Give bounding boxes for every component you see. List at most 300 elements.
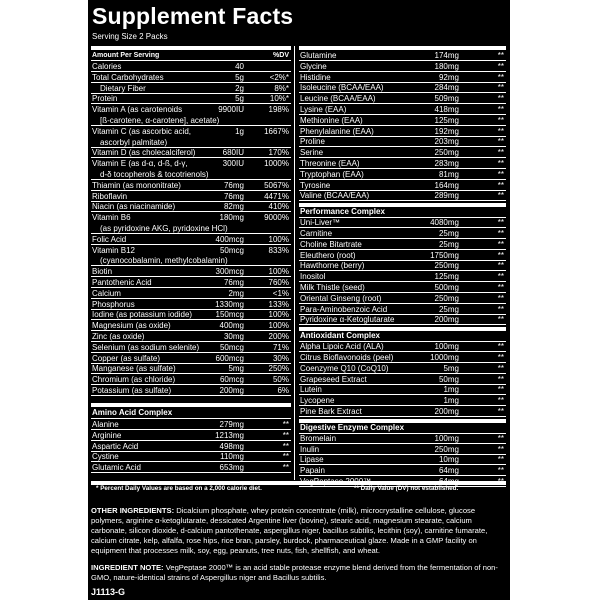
nutrient-row bbox=[299, 305, 506, 314]
nutrient-amount: 418mg bbox=[434, 105, 459, 114]
nutrient-name: Lysine (EAA) bbox=[300, 105, 347, 114]
nutrient-name: Histidine bbox=[300, 72, 331, 82]
nutrient-row bbox=[91, 310, 291, 319]
nutrient-name: Glutamine bbox=[300, 51, 337, 60]
nutrient-row bbox=[91, 442, 291, 451]
nutrient-dv: ** bbox=[282, 420, 289, 429]
nutrient-dv: ** bbox=[497, 407, 504, 416]
nutrient-amount: 164mg bbox=[434, 180, 459, 190]
nutrient-amount: 498mg bbox=[219, 441, 244, 451]
nutrient-row bbox=[91, 332, 291, 341]
nutrient-name: Uni-Liver™ bbox=[300, 218, 341, 228]
nutrient-dv: ** bbox=[497, 385, 504, 395]
nutrient-amount: 200mg bbox=[434, 407, 459, 416]
nutrient-dv: 1667% bbox=[264, 126, 289, 136]
nutrient-amount: 400mg bbox=[219, 321, 244, 331]
digestive-section-title: Digestive Enzyme Complex bbox=[300, 422, 405, 432]
nutrient-row bbox=[91, 170, 291, 179]
nutrient-amount: 400mcg bbox=[215, 234, 244, 244]
serving-size: Serving Size 2 Packs bbox=[92, 32, 168, 41]
nutrient-amount: 76mg bbox=[223, 191, 244, 201]
nutrient-dv: ** bbox=[497, 293, 504, 303]
nutrient-amount: 5g bbox=[235, 72, 244, 82]
nutrient-amount: 653mg bbox=[219, 463, 244, 473]
nutrient-name: (cyanocobalamin, methylcobalamin) bbox=[100, 256, 228, 266]
nutrient-amount: 76mg bbox=[223, 180, 244, 190]
nutrient-amount: 200mg bbox=[219, 386, 244, 395]
nutrient-row bbox=[299, 137, 506, 146]
nutrient-amount: 289mg bbox=[434, 191, 459, 201]
nutrient-amount: 25mg bbox=[438, 229, 459, 238]
nutrient-amount: 25mg bbox=[438, 304, 459, 314]
nutrient-name: Tyrosine bbox=[300, 180, 331, 190]
nutrient-dv: 50% bbox=[272, 375, 289, 385]
amino-title-rule bbox=[91, 418, 291, 419]
amount-header bbox=[91, 51, 291, 60]
nutrient-row bbox=[91, 300, 291, 309]
nutrient-name: Citrus Bioflavonoids (peel) bbox=[300, 353, 394, 362]
nutrient-name: Total Carbohydrates bbox=[92, 72, 164, 82]
nutrient-dv: 10%* bbox=[269, 94, 289, 104]
nutrient-row bbox=[299, 251, 506, 260]
nutrient-amount: 64mg bbox=[438, 466, 459, 476]
nutrient-name: Valine (BCAA/EAA) bbox=[300, 191, 370, 201]
nutrient-row bbox=[91, 431, 291, 440]
nutrient-dv: 1000% bbox=[264, 159, 289, 169]
product-code: J1113-G bbox=[91, 587, 126, 597]
nutrient-dv: 4471% bbox=[264, 191, 289, 201]
nutrient-name: Coenzyme Q10 (CoQ10) bbox=[300, 363, 389, 373]
nutrient-name: Oriental Ginseng (root) bbox=[300, 293, 382, 303]
nutrient-row bbox=[91, 73, 291, 82]
nutrient-row bbox=[299, 116, 506, 125]
nutrient-name: Magnesium (as oxide) bbox=[92, 321, 171, 331]
nutrient-row bbox=[91, 138, 291, 147]
left-panel bbox=[91, 46, 291, 484]
nutrient-amount: 1330mg bbox=[215, 299, 244, 309]
nutrient-amount: 180mg bbox=[219, 213, 244, 223]
nutrient-name: Calcium bbox=[92, 288, 121, 298]
amino-section-title: Amino Acid Complex bbox=[92, 408, 173, 417]
nutrient-dv: ** bbox=[497, 239, 504, 249]
nutrient-name: Isoleucine (BCAA/EAA) bbox=[300, 83, 384, 93]
nutrient-row bbox=[299, 342, 506, 351]
nutrient-name: [ß-carotene, α-carotene], acetate) bbox=[100, 116, 220, 125]
nutrient-row bbox=[299, 455, 506, 464]
nutrient-amount: 250mg bbox=[434, 444, 459, 454]
nutrient-row bbox=[299, 375, 506, 384]
nutrient-row bbox=[91, 105, 291, 114]
nutrient-dv: 250% bbox=[268, 364, 289, 374]
nutrient-dv: ** bbox=[497, 94, 504, 104]
nutrient-dv: ** bbox=[497, 115, 504, 125]
column-separator bbox=[294, 46, 295, 480]
nutrient-name: Milk Thistle (seed) bbox=[300, 283, 365, 292]
nutrient-name: Tryptophan (EAA) bbox=[300, 169, 364, 179]
nutrient-amount: 50mcg bbox=[219, 245, 244, 255]
nutrient-row bbox=[299, 94, 506, 103]
nutrient-name: d-δ tocopherols & tocotrienols) bbox=[100, 170, 209, 179]
nutrient-dv: 30% bbox=[272, 353, 289, 363]
nutrient-amount: 82mg bbox=[223, 202, 244, 212]
nutrient-row bbox=[91, 420, 291, 429]
nutrient-dv: 133% bbox=[268, 299, 289, 309]
nutrient-amount: 1g bbox=[235, 126, 244, 136]
nutrient-name: Protein bbox=[92, 94, 118, 104]
nutrient-row bbox=[91, 213, 291, 222]
nutrient-dv: ** bbox=[497, 433, 504, 443]
nutrient-dv: ** bbox=[497, 229, 504, 238]
nutrient-name: Manganese (as sulfate) bbox=[92, 364, 176, 374]
row-divider bbox=[91, 395, 291, 396]
nutrient-name: Pine Bark Extract bbox=[300, 407, 362, 416]
nutrient-dv: 6% bbox=[277, 386, 289, 395]
amino-thick-rule bbox=[91, 403, 291, 407]
nutrient-row bbox=[299, 396, 506, 405]
nutrient-row bbox=[299, 385, 506, 394]
top-thick-rule bbox=[91, 46, 291, 50]
nutrient-dv: <1% bbox=[272, 288, 289, 298]
nutrient-name: Glutamic Acid bbox=[92, 463, 141, 473]
nutrient-row bbox=[91, 181, 291, 190]
nutrient-dv: ** bbox=[282, 441, 289, 451]
nutrient-name: Iodine (as potassium iodide) bbox=[92, 310, 193, 320]
nutrient-name: Proline bbox=[300, 137, 325, 147]
antioxidant-section-title: Antioxidant Complex bbox=[300, 331, 381, 341]
nutrient-dv: 200% bbox=[268, 332, 289, 341]
nutrient-amount: 5g bbox=[235, 94, 244, 104]
nutrient-dv: ** bbox=[497, 83, 504, 93]
nutrient-name: Biotin bbox=[92, 267, 113, 277]
nutrient-amount: 200mg bbox=[434, 315, 459, 325]
nutrient-name: Inulin bbox=[300, 444, 320, 454]
nutrient-name: Grapeseed Extract bbox=[300, 374, 367, 384]
nutrient-amount: 125mg bbox=[434, 272, 459, 282]
nutrient-row bbox=[91, 62, 291, 71]
nutrient-name: Lutein bbox=[300, 385, 322, 395]
nutrient-name: Leucine (BCAA/EAA) bbox=[300, 94, 376, 104]
nutrient-name: Selenium (as sodium selenite) bbox=[92, 342, 200, 352]
nutrient-amount: 100mg bbox=[434, 342, 459, 352]
nutrient-dv: ** bbox=[497, 180, 504, 190]
nutrient-amount: 1mg bbox=[443, 396, 459, 406]
nutrient-row bbox=[91, 354, 291, 363]
nutrient-dv: ** bbox=[497, 374, 504, 384]
nutrient-dv: ** bbox=[282, 452, 289, 462]
nutrient-row bbox=[299, 466, 506, 475]
nutrient-name: Inositol bbox=[300, 272, 326, 282]
other-ingredients bbox=[91, 506, 507, 556]
nutrient-name: Eleuthero (root) bbox=[300, 250, 356, 260]
nutrient-row bbox=[299, 62, 506, 71]
performance-section-title: Performance Complex bbox=[300, 207, 385, 217]
nutrient-amount: 76mg bbox=[223, 278, 244, 287]
nutrient-name: Chromium (as chloride) bbox=[92, 375, 176, 385]
nutrient-dv: ** bbox=[497, 283, 504, 292]
nutrient-name: Niacin (as niacinamide) bbox=[92, 202, 176, 212]
nutrient-amount: 283mg bbox=[434, 159, 459, 168]
row-divider bbox=[299, 416, 506, 417]
nutrient-amount: 9900IU bbox=[218, 105, 244, 115]
nutrient-amount: 1750mg bbox=[430, 250, 459, 260]
right-panel bbox=[299, 46, 506, 484]
nutrient-name: Folic Acid bbox=[92, 234, 127, 244]
nutrient-name: Calories bbox=[92, 62, 122, 71]
nutrient-name: Aspartic Acid bbox=[92, 441, 139, 451]
nutrient-row bbox=[299, 159, 506, 168]
nutrient-dv: 410% bbox=[268, 202, 289, 212]
nutrient-row bbox=[91, 235, 291, 244]
nutrient-name: Vitamin E (as d-α, d-ß, d-γ, bbox=[92, 159, 188, 169]
nutrient-name: Vitamin B6 bbox=[92, 213, 131, 223]
nutrient-row bbox=[299, 73, 506, 82]
nutrient-row bbox=[91, 452, 291, 461]
nutrient-dv: 170% bbox=[268, 148, 289, 158]
nutrient-amount: 1000mg bbox=[430, 353, 459, 362]
nutrient-dv: ** bbox=[497, 148, 504, 158]
nutrient-amount: 192mg bbox=[434, 126, 459, 136]
other-ingredients-label: OTHER INGREDIENTS: bbox=[91, 506, 175, 515]
nutrient-row bbox=[299, 294, 506, 303]
nutrient-row bbox=[299, 445, 506, 454]
nutrient-dv: 833% bbox=[268, 245, 289, 255]
nutrient-row bbox=[91, 321, 291, 330]
nutrient-row bbox=[299, 229, 506, 238]
nutrient-amount: 250mg bbox=[434, 261, 459, 271]
nutrient-amount: 30mg bbox=[223, 332, 244, 341]
nutrient-amount: 300IU bbox=[222, 159, 244, 169]
nutrient-dv: ** bbox=[497, 191, 504, 201]
nutrient-row bbox=[299, 407, 506, 416]
nutrient-row bbox=[91, 224, 291, 233]
nutrient-name: Lycopene bbox=[300, 396, 335, 406]
nutrient-row bbox=[91, 256, 291, 265]
nutrient-dv: 760% bbox=[268, 278, 289, 287]
nutrient-row bbox=[299, 105, 506, 114]
label-title: Supplement Facts bbox=[92, 3, 294, 29]
nutrient-amount: 5mg bbox=[228, 364, 244, 374]
nutrient-row bbox=[91, 278, 291, 287]
nutrient-dv: ** bbox=[497, 466, 504, 476]
nutrient-name: Hawthorne (berry) bbox=[300, 261, 365, 271]
nutrient-name: Para-Aminobenzoic Acid bbox=[300, 304, 388, 314]
nutrient-dv: ** bbox=[282, 463, 289, 473]
nutrient-name: Carnitine bbox=[300, 229, 333, 238]
nutrient-dv: <2%* bbox=[269, 72, 289, 82]
nutrient-name: Potassium (as sulfate) bbox=[92, 386, 172, 395]
nutrient-name: Threonine (EAA) bbox=[300, 159, 360, 168]
nutrient-name: Vitamin C (as ascorbic acid, bbox=[92, 126, 191, 136]
nutrient-dv: ** bbox=[497, 169, 504, 179]
nutrient-row bbox=[91, 289, 291, 298]
nutrient-amount: 4080mg bbox=[430, 218, 459, 228]
nutrient-name: Zinc (as oxide) bbox=[92, 332, 145, 341]
supplement-facts-label bbox=[88, 0, 510, 600]
nutrient-name: Serine bbox=[300, 148, 324, 158]
nutrient-amount: 1213mg bbox=[215, 430, 244, 440]
nutrient-amount: 92mg bbox=[438, 72, 459, 82]
nutrient-amount: 1mg bbox=[443, 385, 459, 395]
nutrient-row bbox=[299, 148, 506, 157]
nutrient-amount: 100mg bbox=[434, 433, 459, 443]
row-divider bbox=[299, 324, 506, 325]
nutrient-row bbox=[299, 353, 506, 362]
nutrient-amount: 150mcg bbox=[215, 310, 244, 320]
row-divider bbox=[91, 472, 291, 473]
nutrient-amount: 5mg bbox=[443, 363, 459, 373]
footnote-right: ** Daily Value (DV) not established. bbox=[354, 485, 459, 492]
nutrient-name: Thiamin (as mononitrate) bbox=[92, 180, 181, 190]
nutrient-name: Papain bbox=[300, 466, 325, 476]
nutrient-row bbox=[91, 84, 291, 93]
nutrient-name: Glycine bbox=[300, 61, 327, 71]
nutrient-row bbox=[299, 315, 506, 324]
nutrient-row bbox=[299, 181, 506, 190]
nutrient-name: Methionine (EAA) bbox=[300, 115, 363, 125]
nutrient-row bbox=[91, 246, 291, 255]
ingredient-note bbox=[91, 563, 507, 583]
nutrient-dv: ** bbox=[497, 342, 504, 352]
nutrient-amount: 250mg bbox=[434, 293, 459, 303]
nutrient-dv: ** bbox=[497, 315, 504, 325]
nutrient-amount: 40 bbox=[235, 62, 244, 71]
nutrient-dv: ** bbox=[497, 261, 504, 271]
nutrient-name: Vitamin A (as carotenoids bbox=[92, 105, 183, 115]
nutrient-dv: ** bbox=[497, 353, 504, 362]
nutrient-row bbox=[299, 283, 506, 292]
nutrient-dv: ** bbox=[497, 126, 504, 136]
nutrient-amount: 600mcg bbox=[215, 353, 244, 363]
nutrient-dv: 198% bbox=[268, 105, 289, 115]
nutrient-row bbox=[91, 267, 291, 276]
nutrient-name: Vitamin D (as cholecalciferol) bbox=[92, 148, 196, 158]
right-top-thick-rule bbox=[299, 46, 506, 50]
nutrient-row bbox=[91, 116, 291, 125]
nutrient-name: Copper (as sulfate) bbox=[92, 353, 161, 363]
nutrient-amount: 60mcg bbox=[219, 375, 244, 385]
ingredient-note-label: INGREDIENT NOTE: bbox=[91, 563, 164, 572]
nutrient-row bbox=[91, 364, 291, 373]
nutrient-row bbox=[91, 94, 291, 103]
nutrient-name: Pantothenic Acid bbox=[92, 278, 152, 287]
nutrient-row bbox=[91, 192, 291, 201]
nutrient-row bbox=[91, 148, 291, 157]
nutrient-amount: 2g bbox=[235, 83, 244, 93]
nutrient-amount: 250mg bbox=[434, 148, 459, 158]
nutrient-dv: ** bbox=[497, 455, 504, 465]
nutrient-amount: 180mg bbox=[434, 61, 459, 71]
nutrient-dv: ** bbox=[497, 250, 504, 260]
nutrient-dv: ** bbox=[497, 159, 504, 168]
ingredient-note-text: VegPeptase 2000™ is an acid stable protease enzyme blend derived from the fermentation of non-GMO, nature-identical strains of Aspergillus niger and Bacillus subtilis. bbox=[91, 563, 498, 582]
nutrient-dv: ** bbox=[497, 304, 504, 314]
nutrient-name: Phosphorus bbox=[92, 299, 135, 309]
nutrient-dv: ** bbox=[497, 396, 504, 406]
nutrient-row bbox=[91, 386, 291, 395]
nutrient-dv: 5067% bbox=[264, 180, 289, 190]
nutrient-name: ascorbyl palmitate) bbox=[100, 137, 168, 147]
nutrient-dv: 9000% bbox=[264, 213, 289, 223]
nutrient-row bbox=[299, 218, 506, 227]
nutrient-amount: 81mg bbox=[438, 169, 459, 179]
nutrient-row bbox=[299, 51, 506, 60]
nutrient-amount: 284mg bbox=[434, 83, 459, 93]
nutrient-dv: ** bbox=[497, 272, 504, 282]
nutrient-name: Cystine bbox=[92, 452, 119, 462]
nutrient-dv: ** bbox=[497, 444, 504, 454]
nutrient-dv: 100% bbox=[268, 267, 289, 277]
nutrient-name: Arginine bbox=[92, 430, 122, 440]
nutrient-dv: ** bbox=[497, 61, 504, 71]
nutrient-row bbox=[91, 463, 291, 472]
nutrient-dv: ** bbox=[497, 363, 504, 373]
nutrient-dv: ** bbox=[497, 51, 504, 60]
nutrient-dv: 8%* bbox=[274, 83, 289, 93]
nutrient-name: Phenylalanine (EAA) bbox=[300, 126, 374, 136]
nutrient-dv: 71% bbox=[272, 342, 289, 352]
nutrient-dv: 100% bbox=[268, 321, 289, 331]
footnote-left: * Percent Daily Values are based on a 2,000 calorie diet. bbox=[96, 485, 262, 492]
nutrient-amount: 125mg bbox=[434, 115, 459, 125]
nutrient-amount: 50mcg bbox=[219, 342, 244, 352]
nutrient-row bbox=[299, 127, 506, 136]
nutrient-row bbox=[299, 434, 506, 443]
nutrient-name: Vitamin B12 bbox=[92, 245, 135, 255]
dv-header-label: %DV bbox=[273, 52, 289, 59]
nutrient-amount: 680IU bbox=[222, 148, 244, 158]
nutrient-amount: 509mg bbox=[434, 94, 459, 104]
nutrient-row bbox=[91, 127, 291, 136]
nutrient-name: Choline Bitartrate bbox=[300, 239, 362, 249]
nutrient-dv: 100% bbox=[268, 234, 289, 244]
nutrient-name: Bromelain bbox=[300, 433, 337, 443]
nutrient-row bbox=[299, 191, 506, 200]
nutrient-amount: 50mg bbox=[438, 374, 459, 384]
nutrient-row bbox=[299, 170, 506, 179]
nutrient-name: Lipase bbox=[300, 455, 324, 465]
nutrient-dv: ** bbox=[497, 218, 504, 228]
nutrient-row bbox=[299, 272, 506, 281]
nutrient-row bbox=[91, 202, 291, 211]
row-divider bbox=[299, 200, 506, 201]
nutrient-row bbox=[299, 364, 506, 373]
nutrient-amount: 10mg bbox=[438, 455, 459, 465]
nutrient-name: Riboflavin bbox=[92, 191, 128, 201]
nutrient-name: (as pyridoxine AKG, pyridoxine HCl) bbox=[100, 224, 228, 233]
nutrient-dv: ** bbox=[282, 430, 289, 440]
header-rule bbox=[91, 60, 291, 61]
nutrient-amount: 203mg bbox=[434, 137, 459, 147]
nutrient-row bbox=[299, 240, 506, 249]
nutrient-dv: 100% bbox=[268, 310, 289, 320]
nutrient-amount: 279mg bbox=[219, 420, 244, 429]
nutrient-dv: ** bbox=[497, 105, 504, 114]
nutrient-amount: 300mcg bbox=[215, 267, 244, 277]
nutrient-amount: 2mg bbox=[228, 288, 244, 298]
nutrient-row bbox=[299, 83, 506, 92]
nutrient-dv: ** bbox=[497, 72, 504, 82]
amount-per-serving-label: Amount Per Serving bbox=[92, 52, 160, 59]
other-ingredients-text: Dicalcium phosphate, whey protein concentrate (milk), microcrystalline cellulose, glucose polymers, arginine α-ketoglutarate, dessicated Argentine liver (bovine), stearic acid, magnesium stearate, calcium carbonate, silicon dioxide, d-calcium pantothenate, aspergillus niger, bacillus subtilis, lecithin (soy), carnitine fumarate, calcium citrate, kelp, alfalfa, rose hips, rice bran, parsley, burdock, pharmaceutical glaze. Made in a GMP facility on equipment that processes milk, soy, egg, peanuts, tree nuts, fish, shellfish, and wheat. bbox=[91, 506, 488, 555]
nutrient-amount: 174mg bbox=[434, 51, 459, 60]
nutrient-name: Pyridoxine α-Ketoglutarate bbox=[300, 315, 395, 325]
nutrient-amount: 500mg bbox=[434, 283, 459, 292]
nutrient-dv: ** bbox=[497, 137, 504, 147]
nutrient-row bbox=[91, 159, 291, 168]
nutrient-name: Alanine bbox=[92, 420, 119, 429]
nutrient-name: Alpha Lipoic Acid (ALA) bbox=[300, 342, 384, 352]
nutrient-amount: 110mg bbox=[220, 452, 244, 462]
